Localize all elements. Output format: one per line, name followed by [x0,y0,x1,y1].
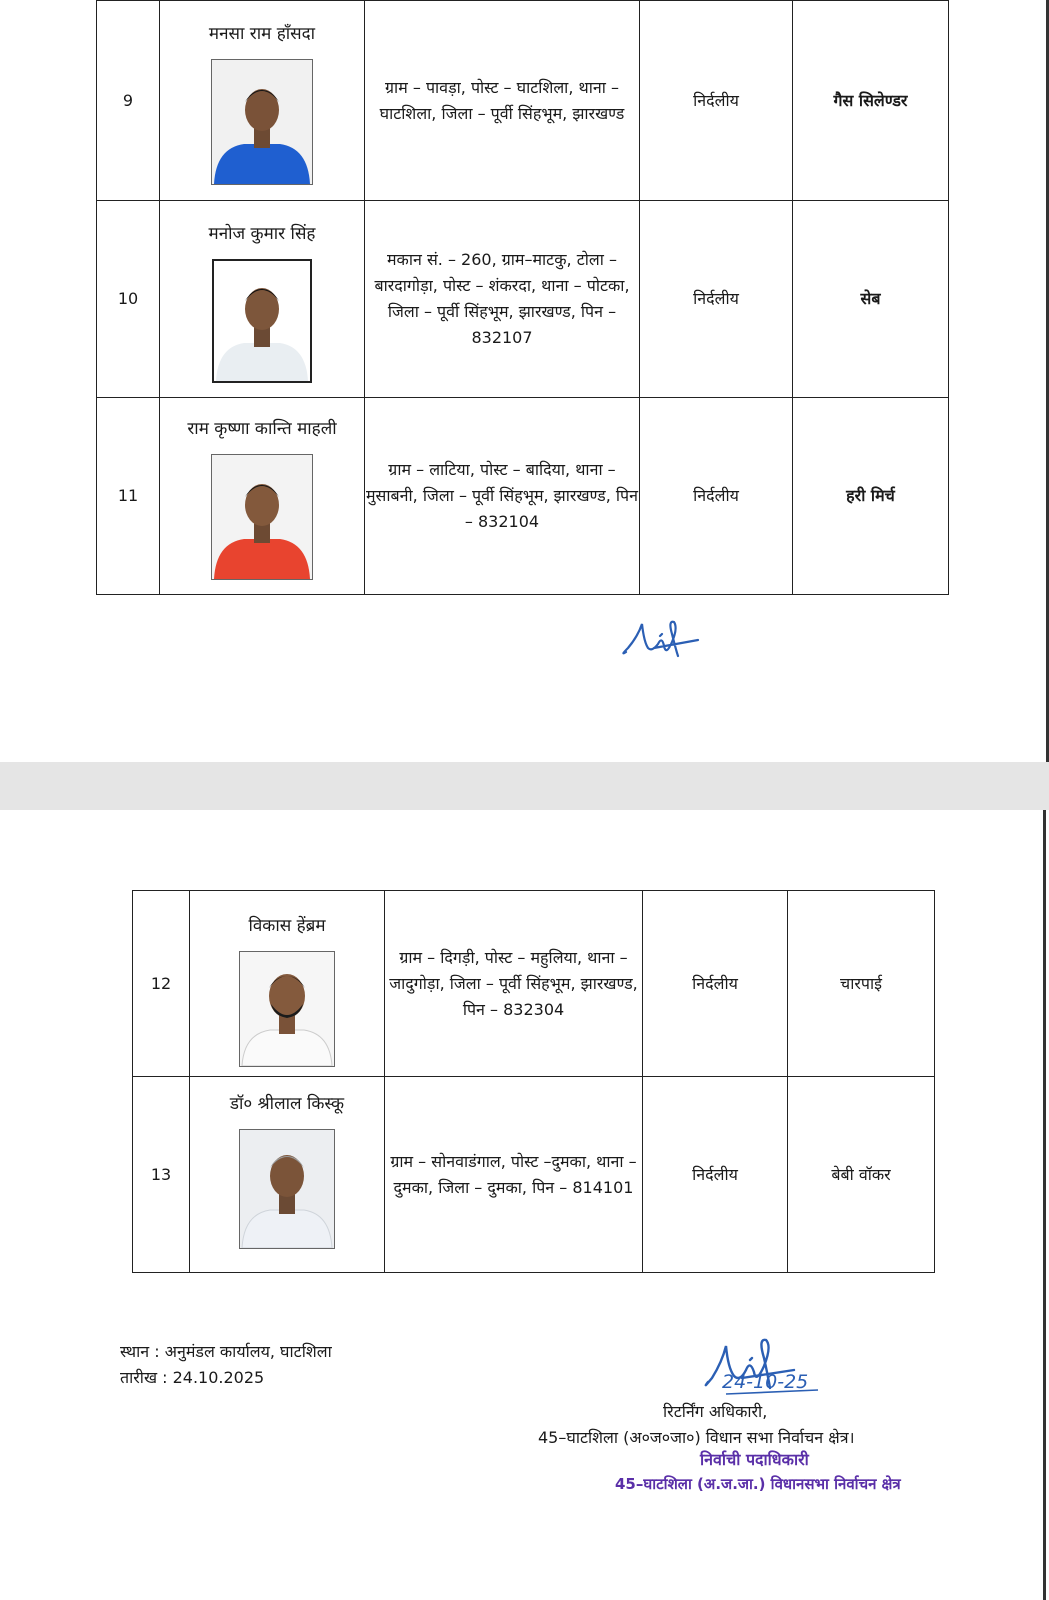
serial-number: 11 [97,398,160,595]
election-symbol: सेब [793,201,949,398]
candidate-name: मनोज कुमार सिंह [208,224,316,244]
document-page-1 [0,0,1049,762]
election-symbol: गैस सिलेण्डर [793,1,949,201]
candidate-address: ग्राम – लाटिया, पोस्ट – बादिया, थाना – मुसाबनी, जिला – पूर्वी सिंहभूम, झारखण्ड, पिन – 832104 [365,398,640,595]
table-row [133,1077,935,1273]
election-symbol: चारपाई [788,891,935,1077]
stamp-constituency: 45–घाटशिला (अ.ज.जा.) विधानसभा निर्वाचन क्षेत्र [615,1475,901,1493]
stamp-designation: निर्वाची पदाधिकारी [700,1450,809,1469]
candidate-photo [211,454,313,580]
candidate-party: निर्दलीय [643,1077,788,1273]
candidate-party: निर्दलीय [640,398,793,595]
serial-number: 10 [97,201,160,398]
candidate-name: राम कृष्णा कान्ति माहली [187,419,337,439]
page-divider [0,762,1049,810]
table-row [97,1,949,201]
election-symbol: बेबी वॉकर [788,1077,935,1273]
candidate-name: मनसा राम हाँसदा [208,24,316,44]
candidate-table-1 [96,0,949,595]
date-line: तारीख : 24.10.2025 [120,1368,265,1387]
officer-title: रिटर्निंग अधिकारी, [663,1402,768,1421]
election-symbol: हरी मिर्च [793,398,949,595]
constituency-line: 45–घाटशिला (अ०ज०जा०) विधान सभा निर्वाचन क्षेत्र। [538,1428,855,1447]
candidate-name: विकास हेंब्रम [248,916,326,936]
candidate-photo [212,259,312,383]
candidate-address: ग्राम – दिगड़ी, पोस्ट – महुलिया, थाना – जादुगोड़ा, जिला – पूर्वी सिंहभूम, झारखण्ड, पिन – 832304 [385,891,643,1077]
candidate-party: निर्दलीय [640,201,793,398]
table-row [97,398,949,595]
table-row [133,891,935,1077]
serial-number: 9 [97,1,160,201]
signature-date: 24-10-25 [722,1371,809,1393]
page-edge [1043,810,1046,1600]
candidate-photo [239,1129,335,1249]
candidate-photo [239,951,335,1067]
candidate-photo [211,59,313,185]
serial-number: 12 [133,891,190,1077]
candidate-address: मकान सं. – 260, ग्राम–माटकु, टोला – बारदागोड़ा, पोस्ट – शंकरदा, थाना – पोटका, जिला – पूर्वी सिंहभूम, झारखण्ड, पिन – 832107 [365,201,640,398]
serial-number: 13 [133,1077,190,1273]
signature-initials [618,612,708,662]
candidate-party: निर्दलीय [643,891,788,1077]
candidate-address: ग्राम – सोनवाडंगाल, पोस्ट –दुमका, थाना – दुमका, जिला – दुमका, पिन – 814101 [385,1077,643,1273]
candidate-table-2 [132,890,935,1273]
document-page-2 [0,810,1049,1600]
candidate-address: ग्राम – पावड़ा, पोस्ट – घाटशिला, थाना – घाटशिला, जिला – पूर्वी सिंहभूम, झारखण्ड [365,1,640,201]
place-line: स्थान : अनुमंडल कार्यालय, घाटशिला [120,1342,332,1361]
table-row [97,201,949,398]
candidate-name: डॉ० श्रीलाल किस्कू [229,1094,345,1114]
candidate-party: निर्दलीय [640,1,793,201]
